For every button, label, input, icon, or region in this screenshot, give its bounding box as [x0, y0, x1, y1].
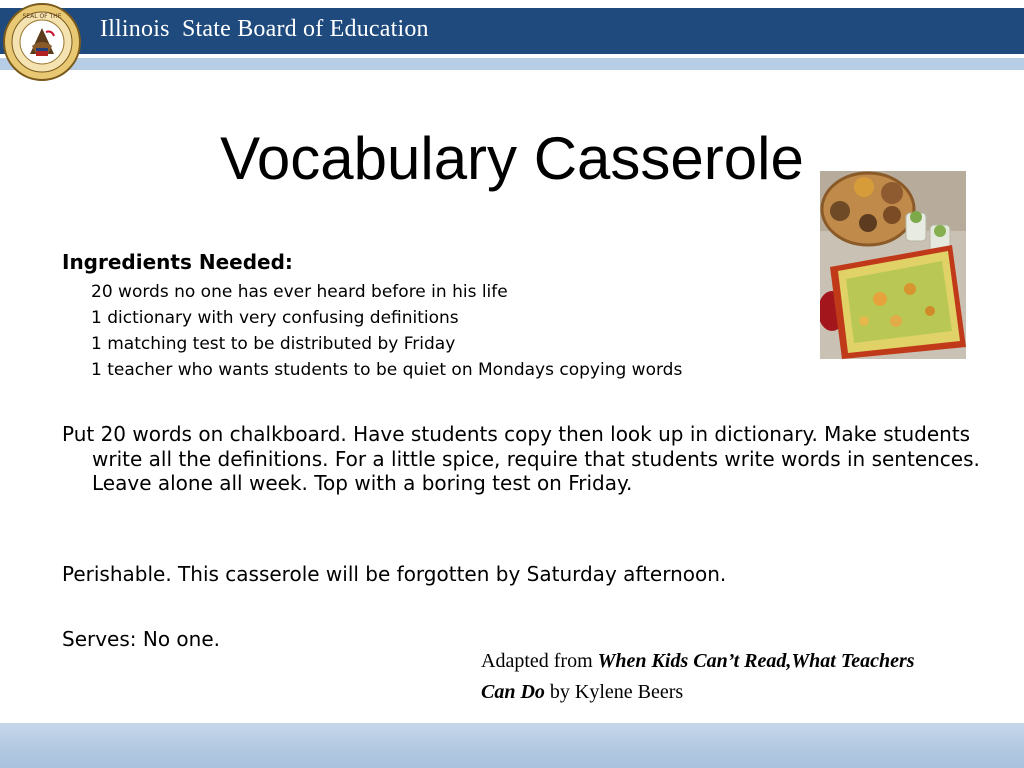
organization-name: Illinois State Board of Education	[100, 16, 429, 42]
footer-bar	[0, 723, 1024, 768]
citation-author: by Kylene Beers	[544, 681, 684, 703]
perishable-note: Perishable. This casserole will be forgotten by Saturday afternoon.	[62, 562, 727, 586]
serves-note: Serves: No one.	[62, 627, 221, 651]
ingredient-item: 1 dictionary with very confusing definitions	[91, 308, 459, 328]
citation-book-title: When Kids Can’t Read,What Teachers Can Do	[481, 650, 915, 703]
slide-title: Vocabulary Casserole	[220, 125, 804, 192]
casserole-photo	[820, 171, 966, 359]
citation	[481, 646, 941, 708]
ingredient-item: 20 words no one has ever heard before in his life	[91, 282, 508, 302]
header-stripe	[0, 58, 1024, 70]
ingredient-item: 1 teacher who wants students to be quiet on Mondays copying words	[91, 360, 683, 380]
ingredient-item: 1 matching test to be distributed by Friday	[91, 334, 456, 354]
instructions-paragraph: Put 20 words on chalkboard. Have students copy then look up in dictionary. Make students write all the definitions. For a little spice, require that students write words in sentences. Leave alone all week. Top with a boring test on Friday.	[62, 422, 980, 495]
ingredient-list	[91, 280, 682, 384]
ingredients-heading: Ingredients Needed:	[62, 250, 293, 274]
svg-text:SEAL OF THE: SEAL OF THE	[22, 13, 62, 20]
citation-prefix: Adapted from	[481, 650, 598, 672]
illinois-seal-icon	[2, 2, 82, 82]
